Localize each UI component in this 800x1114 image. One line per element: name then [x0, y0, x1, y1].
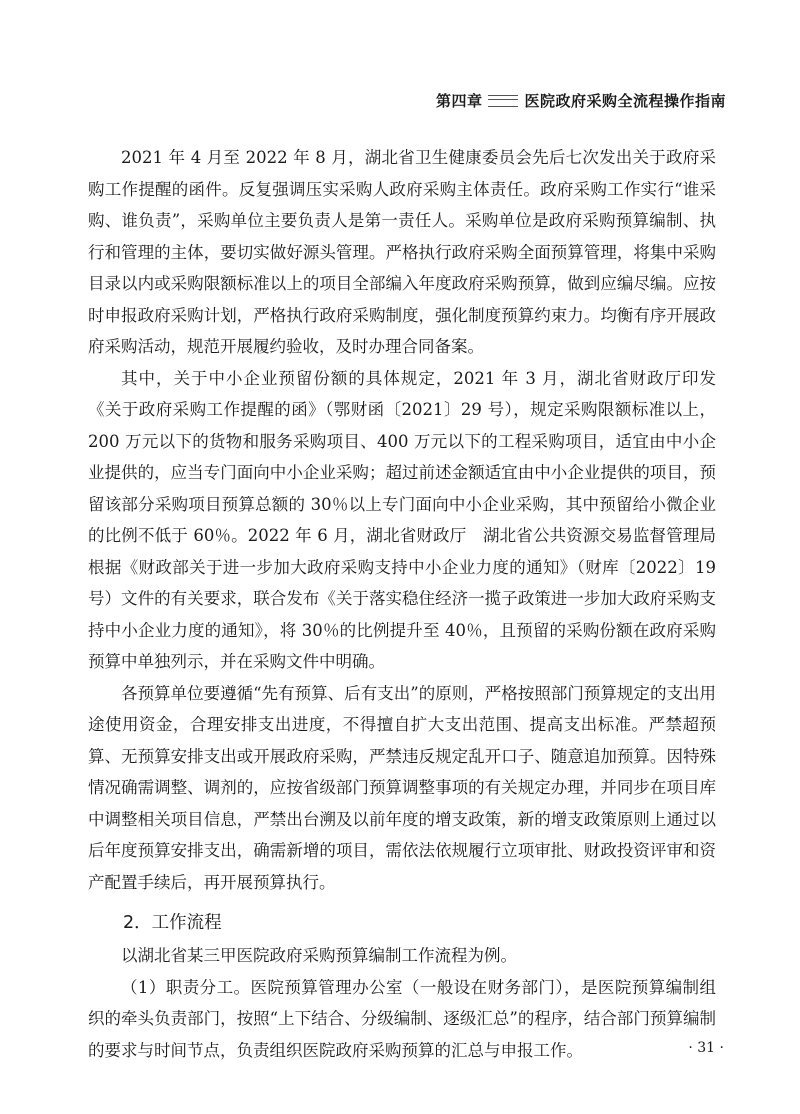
page-number: · 31 ·: [688, 1040, 724, 1056]
header-separator: [488, 95, 518, 107]
paragraph: 各预算单位要遵循“先有预算、后有支出”的原则，严格按照部门预算规定的支出用途使用资金，合理安排支出进度，不得擅自扩大支出范围、提高支出标准。严禁超预算、无预算安排支出或开展政府采购，严禁违反规定乱开口子、随意追加预算。因特殊情况确需调整、调剂的，应按省级部门预算调整事项的有关规定办理，并同步在项目库中调整相关项目信息，严禁出台溯及以前年度的增支政策，新的增支政策原则上通过以后年度预算安排支出，确需新增的项目，需依法依规履行立项审批、财政投资评审和资产配置手续后，再开展预算执行。: [88, 683, 716, 892]
body-text: [88, 142, 716, 1066]
running-header: [436, 90, 726, 111]
paragraph: 2021 年 4 月至 2022 年 8 月，湖北省卫生健康委员会先后七次发出关于政府采购工作提醒的函件。反复强调压实采购人政府采购主体责任。政府采购工作实行“谁采购、谁负责”，采购单位主要负责人是第一责任人。采购单位是政府采购预算编制、执行和管理的主体，要切实做好源头管理。严格执行政府采购全面预算管理，将集中采购目录以内或采购限额标准以上的项目全部编入年度政府采购预算，做到应编尽编。应按时申报政府采购计划，严格执行政府采购制度，强化制度预算约束力。均衡有序开展政府采购活动，规范开展履约验收，及时办理合同备案。: [88, 148, 716, 356]
paragraph: 以湖北省某三甲医院政府采购预算编制工作流程为例。: [121, 946, 517, 965]
paragraph: 其中，关于中小企业预留份额的具体规定，2021 年 3 月，湖北省财政厅印发《关于政府采购工作提醒的函》（鄂财函〔2021〕29 号），规定采购限额标准以上，200 万元以下的货物和服务采购项目、400 万元以下的工程采购项目，适宜由中小企业提供的，应当专门面向中小企业采购；超过前述金额适宜由中小企业提供的项目，预留该部分采购项目预算总额的 30％以上专门面向中小企业采购，其中预留给小微企业的比例不低于 60％。2022 年 6 月，湖北省财政厅 湖北省公共资源交易监督管理局根据《财政部关于进一步加大政府采购支持中小企业力度的通知》（财库〔2022〕19 号）文件的有关要求，联合发布《关于落实稳住经济一揽子政策进一步加大政府采购支持中小企业力度的通知》，将 30％的比例提升至 40％，且预留的采购份额在政府采购预算中单独列示，并在采购文件中明确。: [88, 368, 716, 671]
book-title: 医院政府采购全流程操作指南: [524, 92, 726, 110]
chapter-label: 第四章: [435, 92, 483, 110]
section-heading: 2．工作流程: [123, 913, 222, 933]
paragraph: （1）职责分工。医院预算管理办公室（一般设在财务部门），是医院预算编制组织的牵头负责部门，按照“上下结合、分级编制、逐级汇总”的程序，结合部门预算编制的要求与时间节点，负责组织医院政府采购预算的汇总与申报工作。: [88, 977, 716, 1060]
